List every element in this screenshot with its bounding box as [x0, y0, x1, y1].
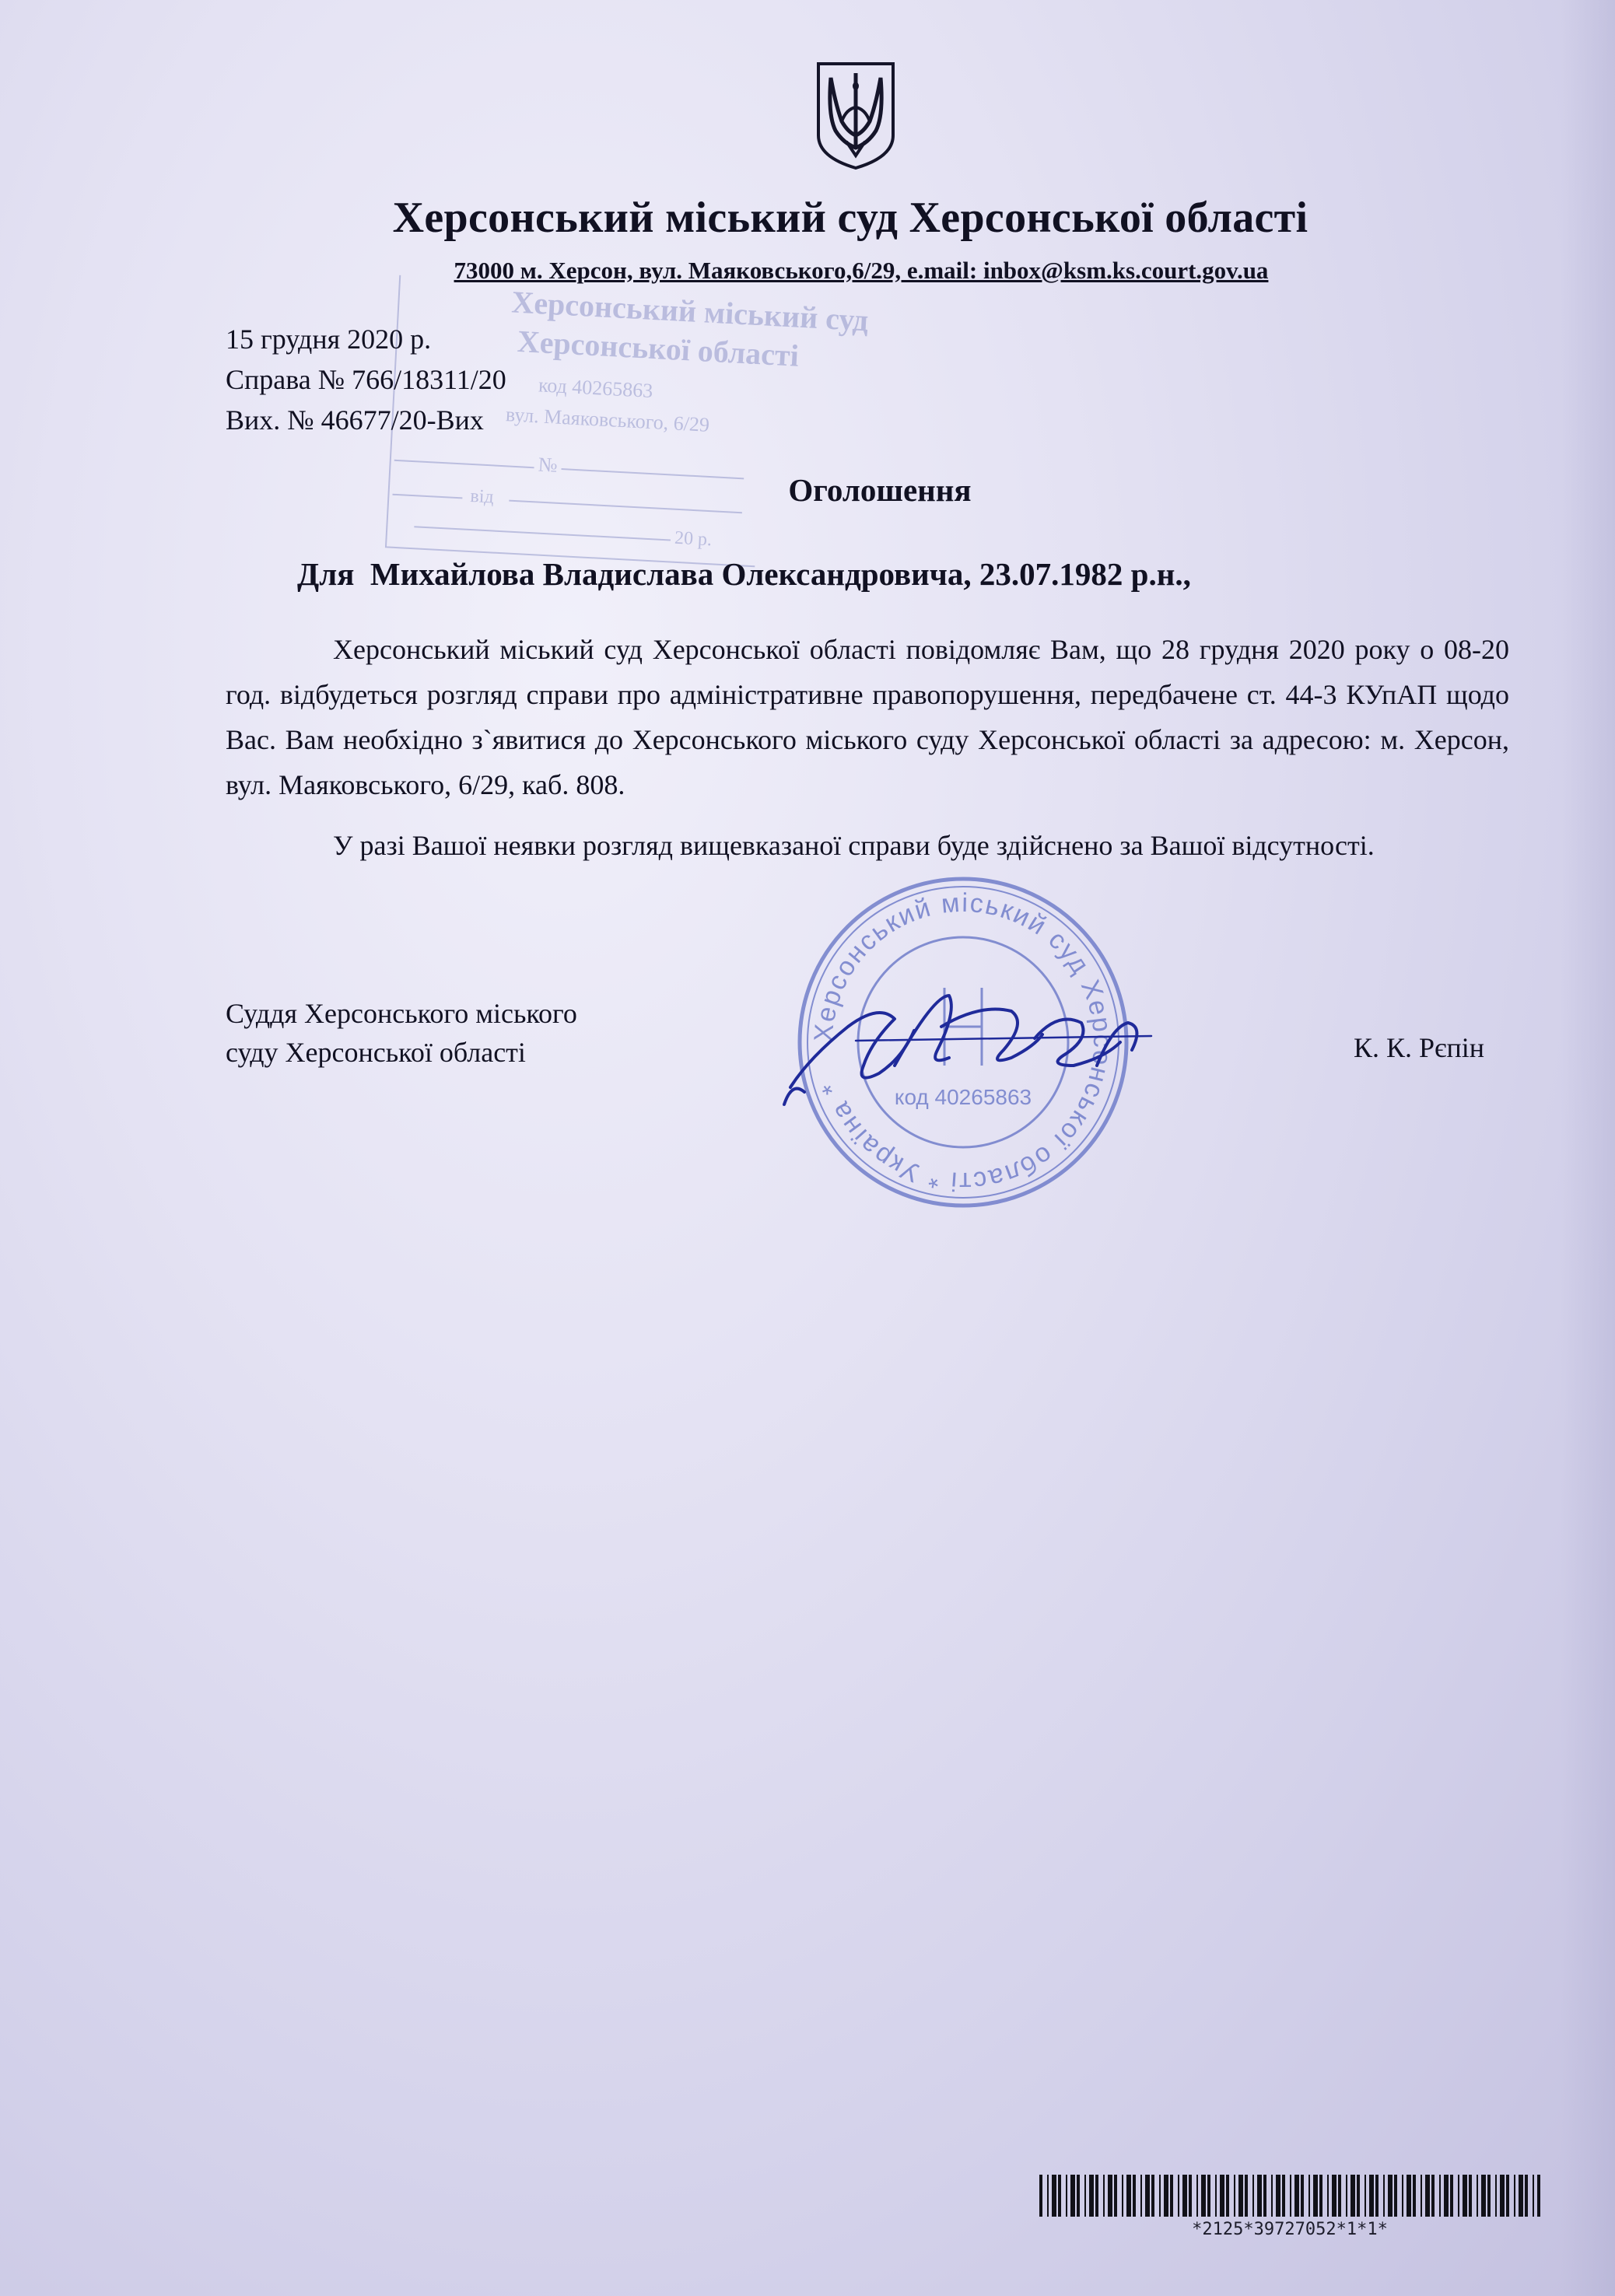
barcode-bar [1276, 2175, 1280, 2217]
barcode-bar [1450, 2175, 1453, 2217]
judge-name: К. К. Рєпін [1354, 1032, 1485, 1063]
barcode-bar [1070, 2175, 1075, 2217]
barcode-bar [1182, 2175, 1187, 2217]
reg-stamp-line-3: код 40265863 [538, 373, 653, 403]
barcode-bar [1103, 2175, 1105, 2217]
judge-title-line-2: суду Херсонської області [226, 1037, 526, 1068]
barcode-bar [1084, 2175, 1086, 2217]
barcode-bar [1047, 2175, 1049, 2217]
barcode-bar [1469, 2175, 1472, 2217]
barcode-bar [1294, 2175, 1299, 2217]
barcode-bar [1357, 2175, 1360, 2217]
barcode-bar [1207, 2175, 1210, 2217]
reg-stamp-line-2: Херсонської області [516, 323, 800, 373]
notice-paragraph-2: У разі Вашої неявки розгляд вищевказаної справи буде здійснено за Вашої відсутності. [333, 830, 1375, 861]
barcode-bar [1238, 2175, 1243, 2217]
barcode-bar [1308, 2175, 1310, 2217]
barcode-bar [1271, 2175, 1273, 2217]
reg-stamp-line-1: Херсонський міський суд [510, 284, 870, 338]
barcode-bar [1257, 2175, 1262, 2217]
barcode-bar [1365, 2175, 1366, 2217]
barcode-bar [1351, 2175, 1355, 2217]
barcode-bar [1425, 2175, 1430, 2217]
barcode-bar [1481, 2175, 1486, 2217]
barcode-bar [1126, 2175, 1131, 2217]
barcode-bar [1525, 2175, 1528, 2217]
seal-ring-text: Херсонський міський суд Херсонської області * Україна * [808, 887, 1118, 1197]
barcode-bar [1402, 2175, 1403, 2217]
barcode-bar [1463, 2175, 1467, 2217]
barcode-bar [1151, 2175, 1154, 2217]
barcode-bar [1189, 2175, 1192, 2217]
barcode-bar [1196, 2175, 1198, 2217]
barcode-bar [1164, 2175, 1168, 2217]
barcode-bar [1495, 2175, 1497, 2217]
barcode-bar [1346, 2175, 1347, 2217]
barcode-bar [1215, 2175, 1217, 2217]
barcode-bar [1537, 2175, 1540, 2217]
judge-signature [778, 949, 1167, 1128]
barcode-bar [1439, 2175, 1441, 2217]
barcode-bar [1332, 2175, 1336, 2217]
barcode-bar [1533, 2175, 1534, 2217]
barcode-bar [1506, 2175, 1509, 2217]
document-heading: Оголошення [788, 472, 972, 508]
barcode-bar [1159, 2175, 1161, 2217]
barcode-bar [1327, 2175, 1329, 2217]
barcode-bar [1245, 2175, 1248, 2217]
trident-coat-of-arms-icon [815, 61, 896, 171]
barcode-bar [1145, 2175, 1150, 2217]
seal-center-text: код 40265863 [894, 1085, 1032, 1109]
barcode-bar [1077, 2175, 1080, 2217]
barcode-bar [1444, 2175, 1449, 2217]
barcode [1039, 2175, 1540, 2217]
barcode-bar [1052, 2175, 1056, 2217]
barcode-bar [1114, 2175, 1117, 2217]
notice-paragraph-1: Херсонський міський суд Херсонської області повідомляє Вам, що 28 грудня 2020 року о 08-20 год. відбудеться розгляд справи про адміністративне правопорушення, передбачене ст. 44-3 КУпАП щодо Вас. Вам необхідно з`явитися до Херсонського міського суду Херсонської області за адресою: м. Херсон, вул. Маяковського, 6/29, каб. 808. [226, 634, 1509, 800]
barcode-bar [1500, 2175, 1505, 2217]
barcode-bar [1487, 2175, 1491, 2217]
barcode-bar [1095, 2175, 1098, 2217]
barcode-bar [1220, 2175, 1224, 2217]
barcode-bar [1263, 2175, 1266, 2217]
reg-stamp-year: 20 р. [674, 527, 713, 551]
barcode-bar [1178, 2175, 1179, 2217]
barcode-bar [1201, 2175, 1206, 2217]
barcode-bar [1301, 2175, 1304, 2217]
barcode-bar [1140, 2175, 1142, 2217]
reg-stamp-line-4: вул. Маяковського, 6/29 [505, 403, 710, 436]
barcode-bar [1388, 2175, 1393, 2217]
barcode-bar [1519, 2175, 1523, 2217]
barcode-bar [1108, 2175, 1112, 2217]
document-date: 15 грудня 2020 р. [226, 324, 432, 355]
barcode-bar [1252, 2175, 1254, 2217]
document-meta [226, 319, 506, 440]
barcode-bar [1066, 2175, 1067, 2217]
reg-stamp-number: № [538, 453, 559, 477]
barcode-bar [1413, 2175, 1416, 2217]
outgoing-number: Вих. № 46677/20-Вих [226, 404, 484, 436]
case-number: Справа № 766/18311/20 [226, 364, 506, 395]
barcode-bar [1375, 2175, 1379, 2217]
barcode-bar [1058, 2175, 1061, 2217]
barcode-bar [1421, 2175, 1422, 2217]
barcode-bar [1369, 2175, 1374, 2217]
barcode-bar [1394, 2175, 1397, 2217]
court-name: Херсонський міський суд Херсонської області [392, 194, 1308, 242]
barcode-bar [1338, 2175, 1341, 2217]
barcode-bar [1477, 2175, 1478, 2217]
barcode-bar [1122, 2175, 1123, 2217]
barcode-bar [1383, 2175, 1385, 2217]
barcode-bar [1407, 2175, 1411, 2217]
barcode-bar [1039, 2175, 1042, 2217]
barcode-bar [1514, 2175, 1515, 2217]
barcode-bar [1431, 2175, 1435, 2217]
addressee-line: Для Михайлова Владислава Олександровича, 23.07.1982 р.н., [297, 556, 1191, 592]
barcode-bar [1133, 2175, 1136, 2217]
barcode-bar [1234, 2175, 1235, 2217]
barcode-bar [1313, 2175, 1318, 2217]
barcode-bar [1282, 2175, 1285, 2217]
court-address: 73000 м. Херсон, вул. Маяковського,6/29, e.mail: inbox@ksm.ks.court.gov.ua [454, 257, 1269, 284]
barcode-bar [1290, 2175, 1291, 2217]
barcode-bar [1226, 2175, 1229, 2217]
barcode-bar [1089, 2175, 1094, 2217]
reg-stamp-from: від [469, 485, 495, 508]
barcode-bar [1170, 2175, 1173, 2217]
judge-title-line-1: Суддя Херсонського міського [226, 998, 577, 1029]
barcode-bar [1458, 2175, 1459, 2217]
barcode-label: *2125*39727052*1*1* [1192, 2220, 1388, 2239]
barcode-bar [1319, 2175, 1322, 2217]
judge-title [226, 994, 770, 1072]
